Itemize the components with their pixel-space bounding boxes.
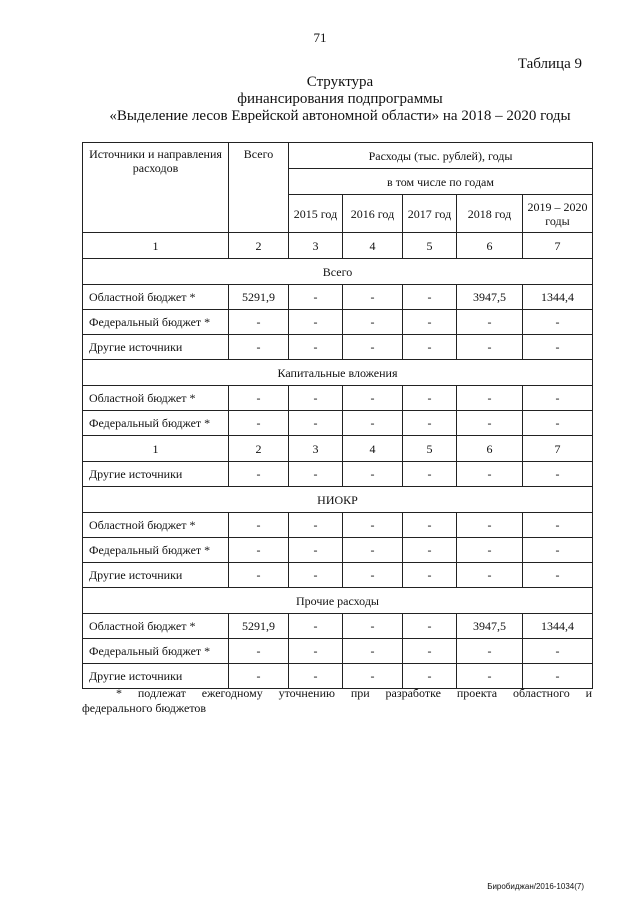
row-value: - bbox=[343, 310, 403, 335]
table-row bbox=[83, 462, 593, 487]
row-source: Другие источники bbox=[83, 664, 229, 689]
row-value: - bbox=[343, 335, 403, 360]
document-signature: Биробиджан/2016-1034(7) bbox=[487, 882, 584, 891]
row-source: Областной бюджет * bbox=[83, 386, 229, 411]
row-value: 5291,9 bbox=[229, 285, 289, 310]
row-source: Областной бюджет * bbox=[83, 513, 229, 538]
section-title: Капитальные вложения bbox=[83, 360, 593, 386]
row-value: - bbox=[343, 285, 403, 310]
row-value: - bbox=[343, 664, 403, 689]
row-value: - bbox=[343, 563, 403, 588]
header-year: 2016 год bbox=[343, 195, 403, 233]
section-row bbox=[83, 259, 593, 285]
column-number: 6 bbox=[457, 436, 523, 462]
row-value: - bbox=[289, 386, 343, 411]
row-value: - bbox=[523, 639, 593, 664]
row-value: - bbox=[343, 639, 403, 664]
table-row bbox=[83, 335, 593, 360]
section-row bbox=[83, 487, 593, 513]
column-number: 1 bbox=[83, 233, 229, 259]
column-number-row bbox=[83, 436, 593, 462]
heading-line-1: Структура bbox=[306, 74, 374, 90]
column-number: 1 bbox=[83, 436, 229, 462]
section-row bbox=[83, 360, 593, 386]
row-value: - bbox=[289, 614, 343, 639]
row-value: - bbox=[457, 639, 523, 664]
row-value: - bbox=[229, 411, 289, 436]
section-title: Всего bbox=[83, 259, 593, 285]
table-row bbox=[83, 664, 593, 689]
row-value: - bbox=[343, 462, 403, 487]
row-source: Федеральный бюджет * bbox=[83, 538, 229, 563]
table-row bbox=[83, 614, 593, 639]
row-value: - bbox=[523, 335, 593, 360]
financing-table bbox=[82, 142, 593, 689]
header-total-column: Всего bbox=[229, 143, 289, 233]
row-value: - bbox=[229, 462, 289, 487]
row-value: - bbox=[457, 563, 523, 588]
row-value: - bbox=[403, 639, 457, 664]
row-source: Федеральный бюджет * bbox=[83, 310, 229, 335]
row-value: - bbox=[289, 310, 343, 335]
row-value: - bbox=[403, 462, 457, 487]
row-value: - bbox=[229, 563, 289, 588]
column-number: 4 bbox=[343, 233, 403, 259]
row-value: - bbox=[523, 462, 593, 487]
header-expenses: Расходы (тыс. рублей), годы bbox=[289, 143, 593, 169]
row-value: - bbox=[229, 335, 289, 360]
row-source: Областной бюджет * bbox=[83, 285, 229, 310]
row-value: - bbox=[229, 639, 289, 664]
row-value: - bbox=[403, 386, 457, 411]
footnote-line-2: федерального бюджетов bbox=[82, 701, 207, 715]
row-value: - bbox=[229, 310, 289, 335]
table-row bbox=[83, 563, 593, 588]
row-value: - bbox=[403, 513, 457, 538]
heading-line-3: «Выделение лесов Еврейской автономной области» на 2018 – 2020 годы bbox=[109, 108, 571, 124]
section-title: НИОКР bbox=[83, 487, 593, 513]
row-value: - bbox=[523, 563, 593, 588]
header-year: 2018 год bbox=[457, 195, 523, 233]
row-value: 1344,4 bbox=[523, 614, 593, 639]
row-value: - bbox=[289, 285, 343, 310]
row-value: - bbox=[289, 513, 343, 538]
row-value: 5291,9 bbox=[229, 614, 289, 639]
footnote-line-1: * подлежат ежегодному уточнению при разработке проекта областного и bbox=[116, 686, 592, 700]
row-value: - bbox=[289, 563, 343, 588]
row-value: - bbox=[289, 538, 343, 563]
row-value: - bbox=[457, 513, 523, 538]
column-number: 4 bbox=[343, 436, 403, 462]
row-value: - bbox=[457, 411, 523, 436]
row-value: - bbox=[403, 310, 457, 335]
row-value: - bbox=[523, 664, 593, 689]
row-value: - bbox=[457, 335, 523, 360]
row-value: - bbox=[403, 538, 457, 563]
table-row bbox=[83, 310, 593, 335]
footnote bbox=[82, 686, 592, 716]
row-value: - bbox=[523, 386, 593, 411]
header-year: 2017 год bbox=[403, 195, 457, 233]
table-row bbox=[83, 513, 593, 538]
row-value: - bbox=[229, 386, 289, 411]
table-row bbox=[83, 386, 593, 411]
row-value: - bbox=[457, 462, 523, 487]
header-source-column: Источники и направления расходов bbox=[83, 143, 229, 233]
row-value: 1344,4 bbox=[523, 285, 593, 310]
column-number: 7 bbox=[523, 233, 593, 259]
column-number: 2 bbox=[229, 233, 289, 259]
table-row bbox=[83, 639, 593, 664]
row-value: - bbox=[343, 386, 403, 411]
row-source: Другие источники bbox=[83, 335, 229, 360]
row-source: Федеральный бюджет * bbox=[83, 411, 229, 436]
row-value: - bbox=[403, 664, 457, 689]
row-value: - bbox=[289, 335, 343, 360]
row-value: - bbox=[403, 411, 457, 436]
row-source: Другие источники bbox=[83, 563, 229, 588]
row-value: - bbox=[457, 310, 523, 335]
row-value: 3947,5 bbox=[457, 614, 523, 639]
table-row bbox=[83, 285, 593, 310]
row-value: - bbox=[523, 513, 593, 538]
page-number: 71 bbox=[313, 30, 327, 45]
row-value: - bbox=[457, 538, 523, 563]
row-value: - bbox=[229, 538, 289, 563]
column-number: 6 bbox=[457, 233, 523, 259]
row-value: - bbox=[343, 614, 403, 639]
column-number: 3 bbox=[289, 233, 343, 259]
row-value: - bbox=[403, 563, 457, 588]
row-value: - bbox=[457, 664, 523, 689]
row-value: - bbox=[523, 411, 593, 436]
row-value: - bbox=[289, 462, 343, 487]
row-source: Федеральный бюджет * bbox=[83, 639, 229, 664]
table-row bbox=[83, 411, 593, 436]
section-title: Прочие расходы bbox=[83, 588, 593, 614]
row-value: - bbox=[523, 538, 593, 563]
row-value: - bbox=[343, 538, 403, 563]
column-number: 7 bbox=[523, 436, 593, 462]
column-number: 5 bbox=[403, 233, 457, 259]
row-value: - bbox=[229, 664, 289, 689]
header-year: 2015 год bbox=[289, 195, 343, 233]
row-value: 3947,5 bbox=[457, 285, 523, 310]
row-value: - bbox=[289, 411, 343, 436]
row-value: - bbox=[343, 513, 403, 538]
row-value: - bbox=[289, 639, 343, 664]
column-number: 2 bbox=[229, 436, 289, 462]
row-value: - bbox=[403, 285, 457, 310]
row-value: - bbox=[523, 310, 593, 335]
table-heading bbox=[0, 74, 640, 125]
row-value: - bbox=[403, 335, 457, 360]
row-value: - bbox=[343, 411, 403, 436]
row-value: - bbox=[403, 614, 457, 639]
row-source: Областной бюджет * bbox=[83, 614, 229, 639]
row-value: - bbox=[289, 664, 343, 689]
heading-line-2: финансирования подпрограммы bbox=[237, 91, 443, 107]
column-number: 5 bbox=[403, 436, 457, 462]
table-row bbox=[83, 538, 593, 563]
header-by-years: в том числе по годам bbox=[289, 169, 593, 195]
section-row bbox=[83, 588, 593, 614]
table-label: Таблица 9 bbox=[517, 56, 582, 72]
row-value: - bbox=[457, 386, 523, 411]
row-value: - bbox=[229, 513, 289, 538]
column-number: 3 bbox=[289, 436, 343, 462]
header-year: 2019 – 2020 годы bbox=[523, 195, 593, 233]
row-source: Другие источники bbox=[83, 462, 229, 487]
